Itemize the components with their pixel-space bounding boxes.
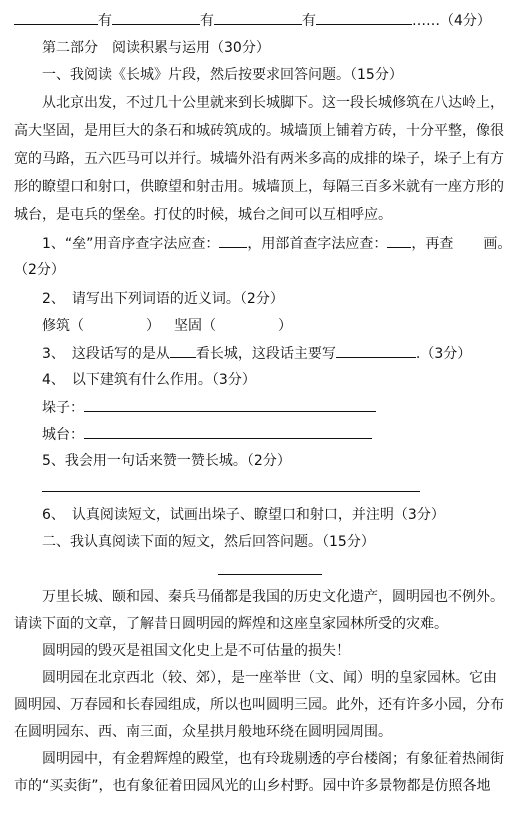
q2-close-1: ） — [146, 318, 160, 334]
title-blank-line[interactable] — [218, 574, 322, 575]
passage2-line: 市的“买卖街”，也有象征着田园风光的山乡村野。园中许多景物都是仿照各地 — [14, 778, 491, 794]
you-label: 有 — [98, 13, 112, 29]
q5-answer-line[interactable] — [42, 491, 420, 492]
passage2-line: 万里长城、颐和园、秦兵马俑都是我国的历史文化遗产，圆明园也不例外。 — [42, 589, 504, 605]
blank-4[interactable] — [316, 10, 412, 25]
passage2-line: 在圆明园东、西、南三面，众星拱月般地环绕在圆明园周围。 — [14, 724, 392, 740]
top-answer-line — [14, 10, 517, 30]
question-5: 5、我会用一句话来赞一赞长城。（2分） — [42, 453, 291, 469]
passage1-line: 城台，是屯兵的堡垒。打仗的时候，城台之间可以互相呼应。 — [14, 207, 392, 223]
ellipsis: …… — [412, 13, 440, 29]
q2-words — [42, 316, 517, 336]
q1-text-c: ，再查 — [411, 236, 454, 252]
passage2-line: 圆明园、万春园和长春园组成，所以也叫圆明三园。此外，还有许多小园，分布 — [14, 697, 504, 713]
you-label: 有 — [200, 13, 214, 29]
passage1-line: 高大坚固，是用巨大的条石和城砖筑成的。城墙顶上铺着方砖，十分平整，像很 — [14, 123, 504, 139]
passage2-line: 圆明园中，有金碧辉煌的殿堂，也有玲珑剔透的亭台楼阁；有象征着热闹街 — [42, 751, 504, 767]
q3-text-c: .（3分） — [415, 346, 472, 362]
question-3 — [42, 343, 517, 363]
section2-instruction: 二、我认真阅读下面的短文，然后回答问题。（15分） — [42, 534, 375, 550]
q3-blank-2[interactable] — [336, 343, 416, 358]
question-6: 6、 认真阅读短文，试画出垛子、瞭望口和射口，并注明（3分） — [42, 507, 445, 523]
part2-title: 第二部分 阅读积累与运用（30分） — [42, 40, 270, 56]
question-1 — [42, 233, 517, 253]
q4-blank-chengtai[interactable] — [84, 424, 372, 439]
passage1-line: 从北京出发，不过几十公里就来到长城脚下。这一段长城修筑在八达岭上， — [42, 95, 504, 111]
passage1-line: 宽的马路，五六匹马可以并行。城墙外沿有两米多高的成排的垛子，垛子上有方 — [14, 151, 504, 167]
q4-line-chengtai — [42, 424, 517, 444]
q4-line-duozi — [42, 397, 517, 417]
q3-blank-1[interactable] — [170, 343, 196, 358]
q4-blank-duozi[interactable] — [84, 397, 376, 412]
blank-1[interactable] — [14, 10, 98, 25]
you-label: 有 — [302, 13, 316, 29]
q3-text-a: 3、 这段话写的是从 — [42, 346, 170, 362]
q1-blank-2[interactable] — [387, 233, 411, 248]
q1-text-b: ，用部首查字法应查： — [247, 236, 388, 252]
q1-text-a: 1、“垒”用音序查字法应查： — [42, 236, 220, 252]
q1-blank-1[interactable] — [219, 233, 247, 248]
q1-text-d: 画。 — [483, 236, 512, 252]
q4-label-duozi: 垛子： — [42, 400, 84, 416]
blank-3[interactable] — [214, 10, 302, 25]
section1-instruction: 一、我阅读《长城》片段，然后按要求回答问题。（15分） — [42, 67, 403, 83]
q1-score: （2分） — [14, 262, 65, 278]
passage2-line: 请读下面的文章，了解昔日圆明园的辉煌和这座皇家园林所受的灾难。 — [14, 616, 448, 632]
blank-2[interactable] — [112, 10, 200, 25]
q2-word-1: 修筑（ — [42, 318, 84, 334]
score-label: （4分） — [440, 13, 491, 29]
q4-label-chengtai: 城台： — [42, 427, 84, 443]
question-4: 4、 以下建筑有什么作用。（3分） — [42, 372, 256, 388]
q2-close-2: ） — [278, 318, 292, 334]
q2-word-2: 坚固（ — [174, 318, 216, 334]
q3-text-b: 看长城，这段话主要写 — [195, 346, 336, 362]
passage2-line: 圆明园在北京西北（较、郊），是一座举世（文、闻）明的皇家园林。它由 — [42, 670, 497, 686]
passage2-line: 圆明园的毁灭是祖国文化史上是不可估量的损失！ — [42, 643, 350, 659]
question-2: 2、 请写出下列词语的近义词。（2分） — [42, 291, 284, 307]
passage1-line: 形的瞭望口和射口，供瞭望和射击用。城墙顶上，每隔三百多米就有一座方形的 — [14, 179, 504, 195]
